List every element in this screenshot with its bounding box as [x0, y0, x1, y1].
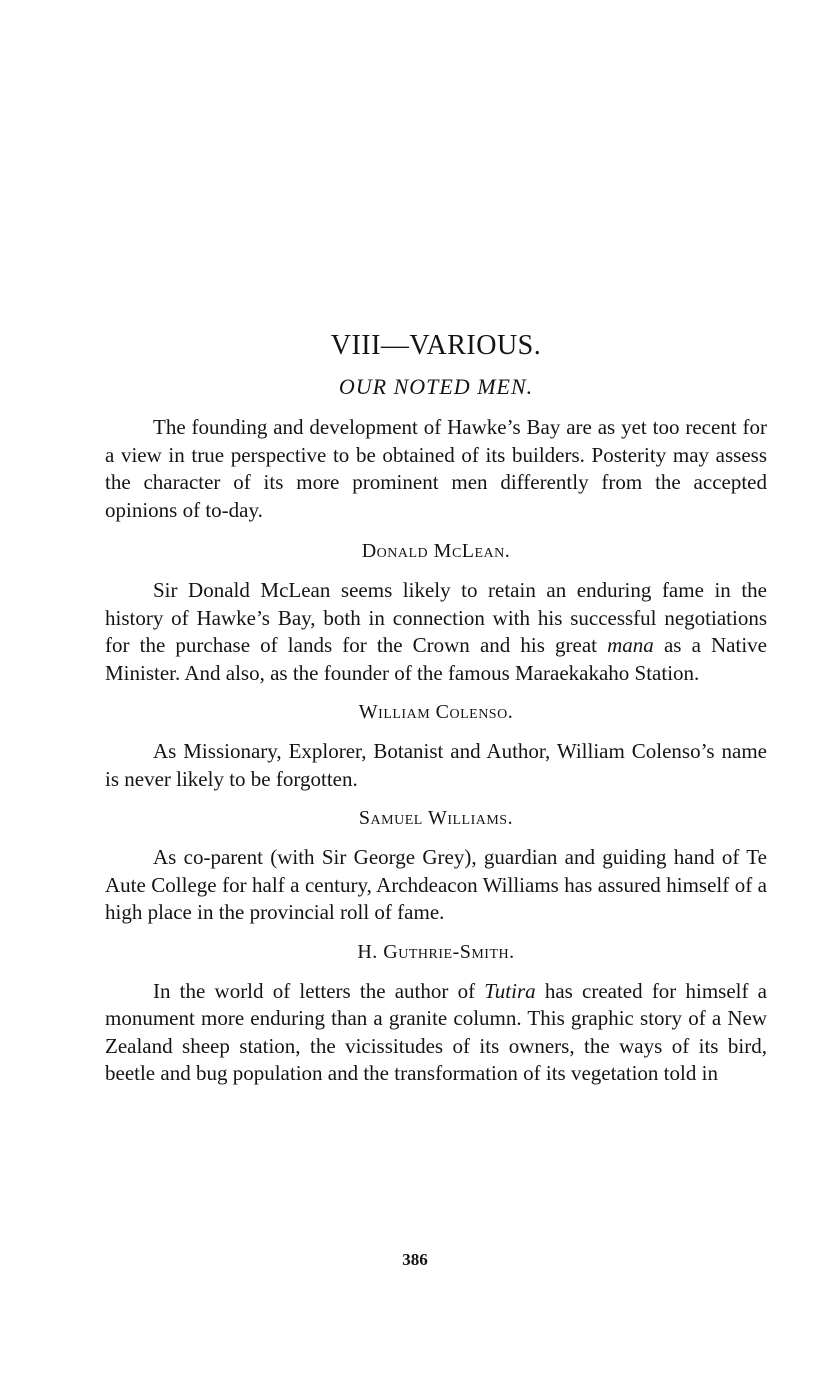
entry-paragraph-mclean [105, 577, 767, 687]
intro-paragraph: The founding and development of Hawke’s Bay are as yet too recent for a view in true perspective to be obtained of its builders. Posterity may assess the character of its more prominent men differently from the accepted opinions of to-day. [105, 415, 767, 522]
section-title: OUR NOTED MEN. [338, 374, 534, 399]
page-number: 386 [402, 1250, 428, 1269]
entry-heading-colenso: William Colenso. [358, 701, 514, 723]
entry-text-segment: In the world of letters the author of [153, 978, 485, 1003]
entry-heading-mclean: Donald McLean. [361, 540, 511, 562]
entry-italic-term: Tutira [484, 978, 536, 1003]
entry-text-segment: Sir Donald McLean seems likely to retain an enduring fame in the history of Hawke’s Bay, both in connection with his successful negotiations for the purchase of lands for the Crown and his great [105, 578, 767, 657]
entry-italic-term: mana [607, 633, 654, 657]
entry-paragraph-colenso: As Missionary, Explorer, Botanist and Author, William Colenso’s name is never likely to be forgotten. [105, 739, 767, 791]
entry-text-segment: has created for himself a monument more enduring than a granite column. This graphic story of a New Zealand sheep station, the vicissitudes of its owners, the ways of its bird, beetle and bug population and the transformation of its vegetation told in [105, 978, 767, 1085]
entry-paragraph-williams: As co-parent (with Sir George Grey), guardian and guiding hand of Te Aute College for half a century, Archdeacon Williams has assured himself of a high place in the provincial roll of fame. [105, 845, 767, 924]
chapter-title: VIII—VARIOUS. [330, 330, 542, 361]
entry-text-segment: as a Native Minister. And also, as the founder of the famous Maraekakaho Station. [105, 633, 767, 685]
entry-heading-guthrie-smith: H. Guthrie-Smith. [357, 940, 515, 963]
entry-heading-williams: Samuel Williams. [358, 807, 514, 829]
entry-paragraph-guthrie-smith [105, 978, 767, 1088]
page-content [105, 330, 767, 1088]
